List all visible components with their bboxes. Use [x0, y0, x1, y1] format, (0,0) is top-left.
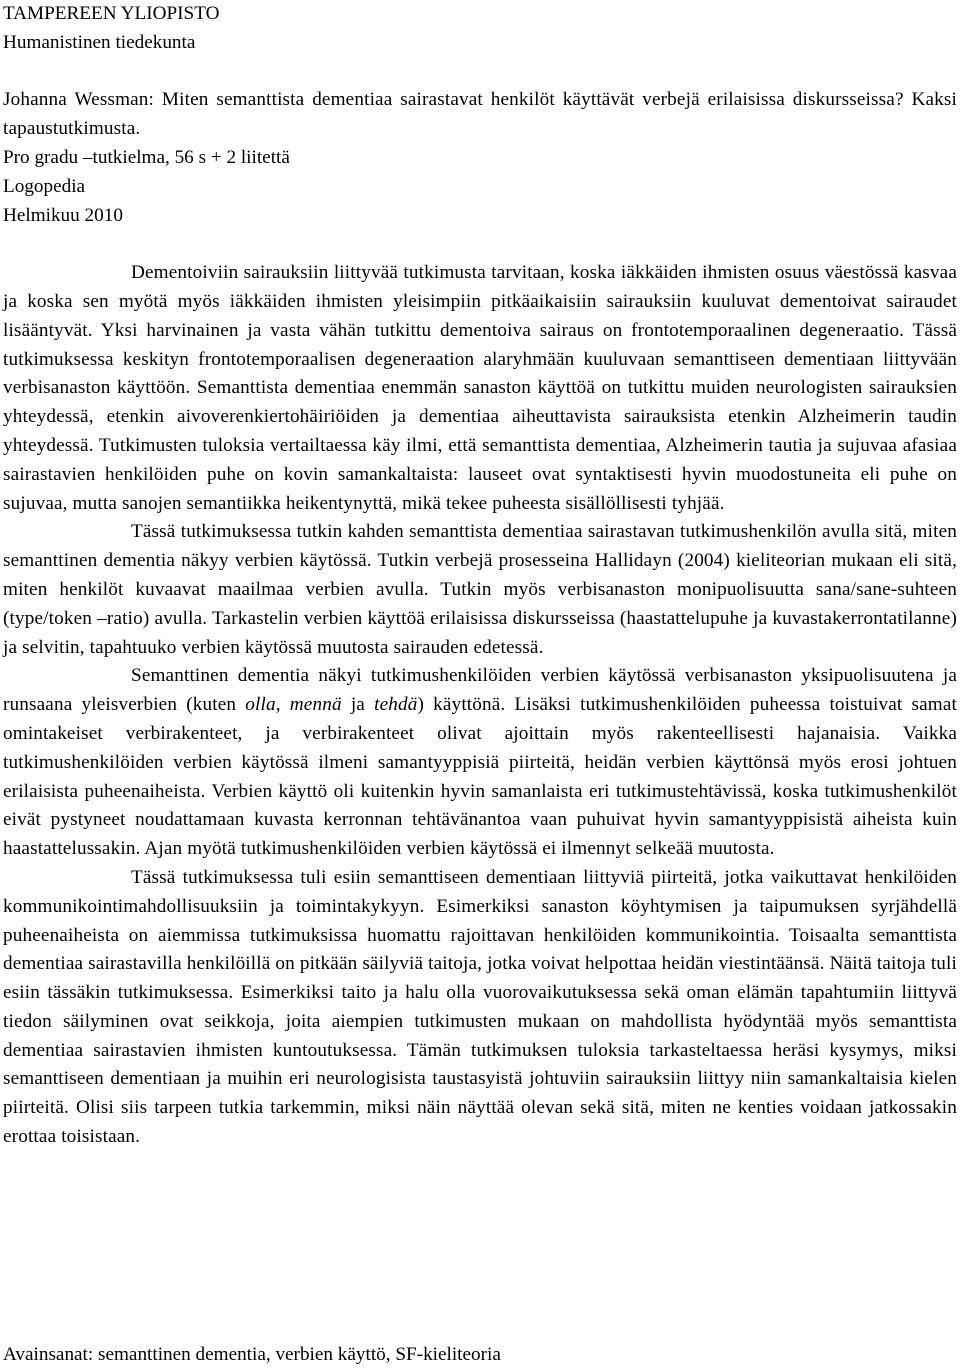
abstract-paragraph-1: Dementoiviin sairauksiin liittyvää tutkimusta tarvitaan, koska iäkkäiden ihmisten osuus väestössä kasvaa ja koska sen myötä myös iäkkäiden ihmisten yleisimpiin pitkäaikaisiin sairauksiin kuuluvat dementoivat sairaudet lisääntyvät. Yksi harvinainen ja vasta vähän tutkittu dementoiva sairaus on frontotemporaalinen degeneraatio. Tässä tutkimuksessa keskityn frontotemporaalisen degeneraation alaryhmään kuuluvaan semanttiseen dementiaan liittyvään verbisanaston käyttöön. Semanttista dementiaa enemmän sanaston käyttöä on tutkittu muiden neurologisten sairauksien yhteydessä, etenkin aivoverenkiertohäiriöiden ja dementiaa aiheuttavista sairauksista etenkin Alzheimerin taudin yhteydessä. Tutkimusten tuloksia vertailtaessa käy ilmi, että semanttista dementiaa, Alzheimerin tautia ja sujuvaa afasiaa sairastavien henkilöiden puhe on kovin samankaltaista: lauseet ovat syntaktisesti hyvin muodostuneita eli puhe on sujuvaa, mutta sanojen semantiikka heikentynyttä, mikä tekee puheesta sisällöllisesti tyhjää. — [3, 262, 957, 514]
spacer — [3, 230, 957, 259]
subject: Logopedia — [3, 175, 86, 197]
paragraph-3-text-b: ) käyttönä. Lisäksi tutkimushenkilöiden puheessa toistuivat samat omintakeiset verbirakenteet, ja verbirakenteet olivat ajoittain myös rakenteellisesti hajanaisia. Vaikka tutkimushenkilöiden verbien käytössä ilmeni samantyyppisiä piirteitä, heidän verbien käyttönsä myös erosi johtuen erilaisista puheenaiheista. Verbien käyttö oli kuitenkin hyvin samanlaista eri tutkimustehtävissä, koska tutkimushenkilöt eivät pystyneet noudattamaan kuvasta kerronnan tehtävänantoa vaan puhuivat hyvin samantyyppisistä aiheista kuin haastattelussakin. Ajan myötä tutkimushenkilöiden verbien käytössä ei ilmennyt selkeää muutosta. — [3, 694, 957, 860]
example-verb-olla: olla — [245, 694, 276, 716]
document-page — [3, 0, 957, 1152]
thesis-date: Helmikuu 2010 — [3, 204, 123, 226]
abstract-body — [3, 259, 957, 1152]
abstract-paragraph-2: Tässä tutkimuksessa tutkin kahden semanttista dementiaa sairastavan tutkimushenkilön avulla sitä, miten semanttinen dementia näkyy verbien käytössä. Tutkin verbejä prosesseina Hallidayn (2004) kieliteorian mukaan eli sitä, miten henkilöt kuvaavat maailmaa verbien avulla. Tutkin myös verbisanaston monipuolisuutta sana/sane-suhteen (type/token –ratio) avulla. Tarkastelin verbien käyttöä erilaisissa diskursseissa (haastattelupuhe ja kuvastakerrontatilanne) ja selvitin, tapahtuuko verbien käytössä muutosta sairauden edetessä. — [3, 521, 957, 658]
paragraph-3-text-a: Semanttinen dementia näkyi tutkimushenkilöiden verbien käytössä verbisanaston yksipuolisuutena ja runsaana yleisverbien (kuten — [3, 665, 957, 716]
university-name: TAMPEREEN YLIOPISTO — [3, 3, 220, 24]
faculty-name: Humanistinen tiedekunta — [3, 31, 196, 53]
spacer — [3, 58, 957, 87]
abstract-paragraph-3 — [3, 662, 957, 864]
example-verb-tehda: tehdä — [374, 694, 418, 716]
thesis-info: Pro gradu –tutkielma, 56 s + 2 liitettä — [3, 146, 290, 168]
example-verb-menna: mennä — [289, 694, 342, 716]
separator: , — [275, 694, 290, 716]
separator: ja — [341, 694, 375, 716]
keywords: Avainsanat: semanttinen dementia, verbien käyttö, SF-kieliteoria — [3, 1344, 501, 1365]
abstract-paragraph-4: Tässä tutkimuksessa tuli esiin semanttiseen dementiaan liittyviä piirteitä, jotka vaikuttavat henkilöiden kommunikointimahdollisuuksiin ja toimintakykyyn. Esimerkiksi sanaston köyhtymisen ja taipumuksen syrjähdellä puheenaiheista on aiemmissa tutkimuksissa huomattu rajoittavan henkilöiden kommunikointia. Toisaalta semanttista dementiaa sairastavilla henkilöillä on pitkään säilyviä taitoja, jotka voivat helpottaa heidän viestintäänsä. Näitä taitoja tuli esiin tässäkin tutkimuksessa. Esimerkiksi taito ja halu olla vuorovaikutuksessa sekä oman elämän tapahtumiin liittyvä tiedon säilyminen ovat seikkoja, joita aiempien tutkimusten mukaan on mahdollista hyödyntää myös semanttista dementiaa sairastavien ihmisten kuntoutuksessa. Tämän tutkimuksen tuloksia tarkasteltaessa heräsi kysymys, miksi semanttiseen dementiaan ja muihin eri neurologisista taustasyistä johtuviin sairauksiin liittyy niin samankaltaisia kielen piirteitä. Olisi siis tarpeen tutkia tarkemmin, miksi näin näyttää olevan sekä sitä, miten ne kenties voidaan jatkossakin erottaa toisistaan. — [3, 866, 957, 1148]
author-and-title: Johanna Wessman: Miten semanttista dementiaa sairastavat henkilöt käyttävät verbejä erilaisissa diskursseissa? Kaksi tapaustutkimusta. — [3, 89, 957, 140]
